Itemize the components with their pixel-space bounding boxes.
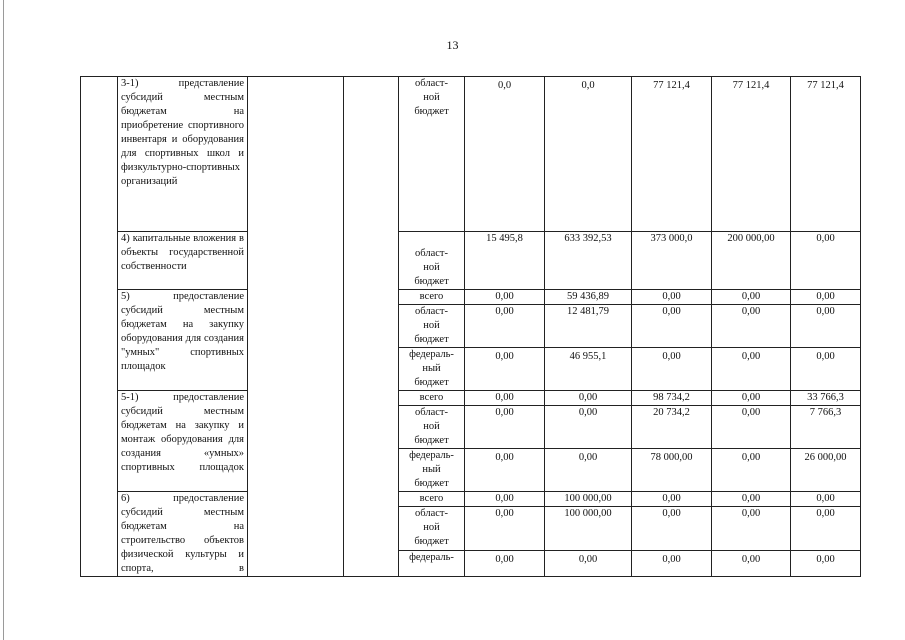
- value-cell: 0,0: [465, 77, 545, 232]
- task-cell: 6) предоставление субсидий местным бюджетам на строительство объектов физической культуры и спорта, в: [118, 492, 248, 577]
- value-cell: 0,00: [632, 507, 712, 551]
- value-cell: 633 392,53: [545, 232, 632, 290]
- value-cell: 46 955,1: [545, 348, 632, 391]
- funding-source-cell: всего: [399, 290, 465, 305]
- value-cell: 0,00: [465, 290, 545, 305]
- funding-source-cell: всего: [399, 492, 465, 507]
- value-cell: 0,00: [712, 305, 791, 348]
- value-cell: 0,0: [545, 77, 632, 232]
- funding-source-cell: област- ной бюджет: [399, 507, 465, 551]
- value-cell: 0,00: [791, 290, 861, 305]
- value-cell: 7 766,3: [791, 406, 861, 449]
- value-cell: 0,00: [791, 492, 861, 507]
- task-cell: 4) капитальные вложения в объекты государственной собственности: [118, 232, 248, 290]
- value-cell: 0,00: [465, 550, 545, 576]
- value-cell: 0,00: [632, 348, 712, 391]
- value-cell: 100 000,00: [545, 492, 632, 507]
- funding-source-cell: област- ной бюджет: [399, 406, 465, 449]
- value-cell: 0,00: [791, 232, 861, 290]
- value-cell: 0,00: [712, 391, 791, 406]
- value-cell: 200 000,00: [712, 232, 791, 290]
- value-cell: 0,00: [712, 492, 791, 507]
- value-cell: 26 000,00: [791, 449, 861, 492]
- table-row: [81, 492, 861, 507]
- table-row: [81, 391, 861, 406]
- value-cell: 77 121,4: [632, 77, 712, 232]
- value-cell: 0,00: [545, 406, 632, 449]
- value-cell: 0,00: [545, 391, 632, 406]
- budget-table: [80, 76, 861, 577]
- funding-source-cell: федераль- ный бюджет: [399, 449, 465, 492]
- value-cell: 0,00: [712, 449, 791, 492]
- value-cell: 0,00: [632, 492, 712, 507]
- value-cell: 0,00: [712, 348, 791, 391]
- value-cell: 0,00: [712, 550, 791, 576]
- value-cell: 0,00: [791, 348, 861, 391]
- value-cell: 0,00: [791, 507, 861, 551]
- value-cell: 0,00: [712, 406, 791, 449]
- value-cell: 12 481,79: [545, 305, 632, 348]
- value-cell: 77 121,4: [791, 77, 861, 232]
- value-cell: 15 495,8: [465, 232, 545, 290]
- funding-source-cell: област- ной бюджет: [399, 305, 465, 348]
- value-cell: 98 734,2: [632, 391, 712, 406]
- value-cell: 77 121,4: [712, 77, 791, 232]
- value-cell: 0,00: [791, 305, 861, 348]
- value-cell: 33 766,3: [791, 391, 861, 406]
- value-cell: 0,00: [465, 391, 545, 406]
- task-cell: 5) предоставление субсидий местным бюджетам на закупку оборудования для создания "умных" спортивных площадок: [118, 290, 248, 391]
- funding-source-cell: област- ной бюджет: [399, 77, 465, 232]
- scan-edge-line: [3, 0, 4, 640]
- value-cell: 0,00: [712, 290, 791, 305]
- empty-cell: [344, 77, 399, 577]
- value-cell: 0,00: [465, 406, 545, 449]
- task-cell: 3-1) представление субсидий местным бюджетам на приобретение спортивного инвентаря и оборудования для спортивных школ и физкультурно-спортивных организаций: [118, 77, 248, 232]
- funding-source-cell: федераль-: [399, 550, 465, 576]
- value-cell: 59 436,89: [545, 290, 632, 305]
- funding-source-cell: федераль- ный бюджет: [399, 348, 465, 391]
- task-cell: 5-1) предоставление субсидий местным бюджетам на закупку и монтаж оборудования для создания «умных» спортивных площадок: [118, 391, 248, 492]
- table-row: [81, 232, 861, 290]
- page-number: 13: [446, 38, 459, 52]
- value-cell: 0,00: [545, 449, 632, 492]
- empty-cell: [81, 77, 118, 577]
- value-cell: 0,00: [632, 550, 712, 576]
- value-cell: 78 000,00: [632, 449, 712, 492]
- table-row: [81, 77, 861, 232]
- value-cell: 0,00: [465, 507, 545, 551]
- value-cell: 0,00: [465, 305, 545, 348]
- value-cell: 0,00: [465, 348, 545, 391]
- value-cell: 373 000,0: [632, 232, 712, 290]
- funding-source-cell: всего: [399, 391, 465, 406]
- empty-cell: [248, 77, 344, 577]
- value-cell: 0,00: [791, 550, 861, 576]
- value-cell: 0,00: [632, 290, 712, 305]
- value-cell: 0,00: [545, 550, 632, 576]
- value-cell: 20 734,2: [632, 406, 712, 449]
- value-cell: 0,00: [712, 507, 791, 551]
- funding-source-cell: област- ной бюджет: [399, 232, 465, 290]
- value-cell: 100 000,00: [545, 507, 632, 551]
- value-cell: 0,00: [465, 449, 545, 492]
- table-row: [81, 290, 861, 305]
- value-cell: 0,00: [465, 492, 545, 507]
- value-cell: 0,00: [632, 305, 712, 348]
